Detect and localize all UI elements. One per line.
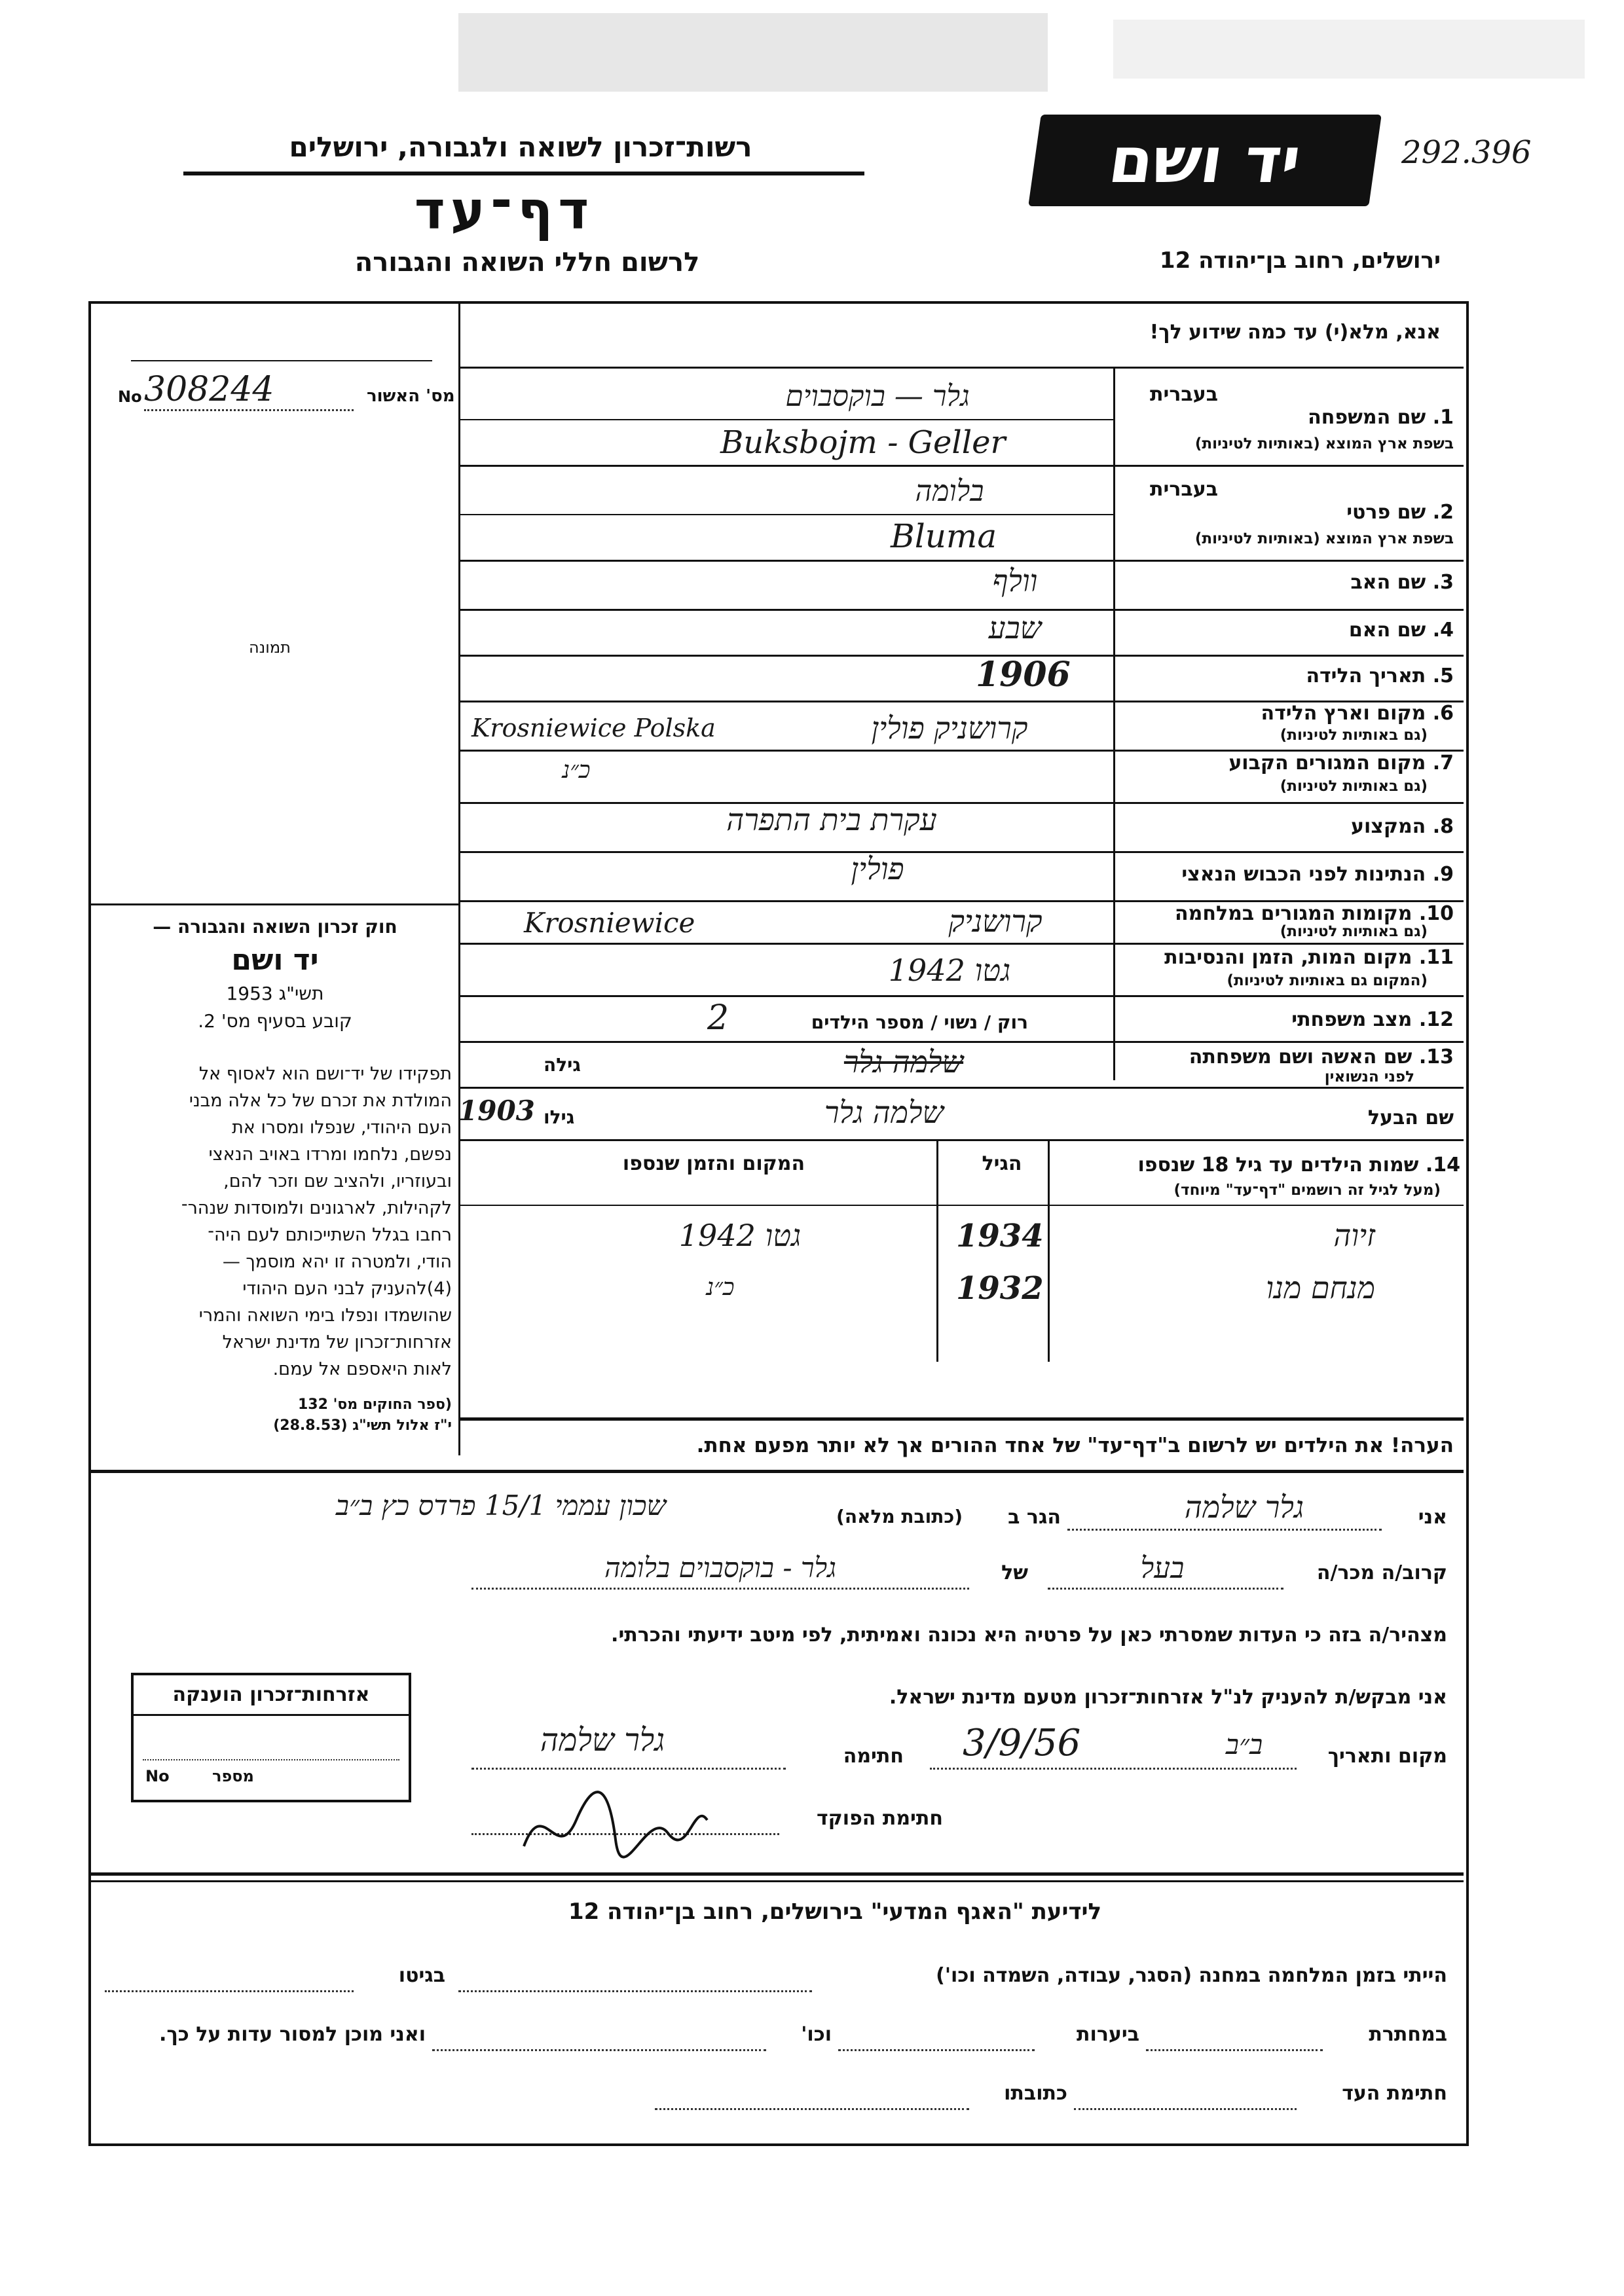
law-line: המולדת את זכרם של כל אלה מבני [189,1091,452,1111]
decl-name-value: גלר שלמה [1184,1489,1304,1525]
decl-sig-label: חתימה [843,1745,904,1768]
archive-number: 292.396 [1401,134,1532,171]
f3-value: וולף [992,563,1038,598]
f6-value-latin: Krosniewice Polska [471,714,716,742]
footer-row2-testimony: ואני מוכן למסור עדות על כך. [159,2023,426,2046]
f13-age-label: גילה [544,1054,581,1076]
yad-vashem-logo [1028,115,1382,206]
f11-label: 11. מקום המות, הזמן והנסיבות [1164,946,1454,969]
decl-place-value: ב״ב [1225,1728,1263,1760]
decl-address-hint: (כתובת מלאה) [836,1506,963,1527]
f10-value-latin: Krosniewice [524,907,695,939]
note-text: הערה! את הילדים יש לרשום ב"דף־עד" של אחד ההורים אך לא יותר מפעם אחת. [696,1434,1454,1457]
decl-address-value: שכון עממי 15/1 פרדס כץ ב״ב [335,1489,667,1522]
citizenship-box [131,1673,411,1802]
row-rule [458,560,1464,562]
law-line: אזרחות־זכרון של מדינת ישראל [222,1332,452,1353]
f12-options: רוק / נשוי / מספר הילדים [811,1011,1028,1033]
decl-signature: גלר שלמה [540,1722,665,1758]
decl-relation-line [1048,1588,1283,1590]
f11-value: גטו 1942 [888,953,1011,988]
law-reference [98,1394,452,1436]
decl-ani: אני [1418,1506,1447,1529]
note-bottom-rule [90,1470,1464,1473]
footer-row2-etc: וכו' [801,2023,832,2046]
law-line: תפקידו של יד־ושם הוא לאסוף אל [198,1064,452,1084]
citizenship-box-title: אזרחות־זכרון הוענקה [134,1675,409,1716]
decl-date-value: 3/9/56 [963,1722,1081,1764]
officer-signature [517,1781,714,1872]
citizenship-box-no: No [145,1767,170,1785]
f14-col-divider [1048,1139,1050,1362]
law-title: חוק זכרון השואה והגבורה — [153,916,397,938]
left-column-divider [458,303,460,1455]
page-title: דף־עד [414,180,595,241]
law-line: רחבו בגלל השתייכותם לעם היה־ [208,1225,452,1245]
page-subtitle: לרשום חללי השואה והגבורה [354,247,700,278]
f5-label: 5. תאריך הלידה [1306,665,1454,687]
footer-title: לידיעת "האגף המדעי" בירושלים, רחוב בן־יהודה 12 [568,1899,1102,1925]
f6-value-hebrew: קרושניק פולין [871,710,1028,746]
decl-of-line [471,1588,969,1590]
law-line: שהושמדו ונפלו בימי השואה והמרי [198,1305,452,1326]
footer-row3-witness-sig: חתימת העד [1342,2082,1447,2105]
decl-line-2: אני מבקש/ת להעניק לנ"ל אזרחות־זכרון מטעם מדינת ישראל. [889,1686,1447,1709]
f2-inner-rule [458,514,1113,515]
f2-value-hebrew: בלומה [915,475,984,508]
footer-row3-address: כתובתו [1004,2082,1067,2105]
decl-gar-b: הגר ב [1008,1506,1061,1529]
row-rule [458,1139,1464,1141]
note-top-rule [458,1417,1464,1421]
logo-text: יד ושם [1104,124,1306,197]
f1-label: 1. שם המשפחה [1308,406,1454,429]
f6-sub-label: (גם באותיות לטיניות) [1280,727,1428,744]
row-rule [458,1041,1464,1043]
f1-value-hebrew: גלר — בוקסבוים [785,380,970,413]
footer-top-rule-2 [90,1880,1464,1882]
label-column-divider [1113,367,1115,1080]
child-2-place: כ״נ [706,1274,735,1301]
footer-row2-underground: במחתרת [1369,2023,1447,2046]
f13-value: שלמה גלר [843,1044,964,1080]
decl-of-value: גלר - בוקסבוים בלומה [604,1552,837,1584]
law-line: (4)להעניק לבני העם היהודי [242,1279,452,1299]
law-line: נפשם, נלחמו ומרדו באויב הנאצי [208,1144,452,1165]
f14-sub-label: (מעל לגיל זה רושמים "דף־עד" מיוחד) [1173,1182,1441,1199]
f8-value: עקרת בית התפרה [726,802,937,837]
f7-sub-label: (גם באותיות לטיניות) [1280,778,1428,795]
intro-rule [458,367,1464,369]
f3-label: 3. שם האב [1350,571,1454,594]
decl-sig-line [471,1768,786,1770]
law-line: הודי, ולמטרה זו יהא מוסמך — [222,1252,452,1272]
f8-label: 8. המקצוע [1351,815,1454,838]
f2-sub-label: בשפת ארץ המוצא (באותיות לטיניות) [1194,530,1454,547]
law-line: ובעוזריו, ולהציב שם וזכר להם, [223,1171,452,1192]
f12-children-count: 2 [707,998,729,1038]
law-year: תשי"ג 1953 [226,983,324,1004]
approval-number: 308244 [144,370,274,409]
f1-inner-rule [458,419,1113,420]
decl-name-line [1067,1529,1382,1531]
f5-value: 1906 [976,655,1071,695]
org-underline [183,172,864,175]
footer-row2-line [1146,2049,1323,2051]
child-1-place: גטו 1942 [678,1218,802,1253]
footer-row3-line-2 [655,2108,969,2110]
decl-relation-label: קרוב/ה מכר/ה [1316,1561,1447,1584]
decl-date-line [930,1768,1297,1770]
f1-value-latin: Buksbojm - Geller [720,424,1006,461]
f14-col-divider [936,1139,938,1362]
footer-top-rule [90,1872,1464,1876]
footer-row3-line [1074,2108,1297,2110]
f2-value-latin: Bluma [891,517,997,555]
decl-officer-label: חתימת הפוקד [817,1807,943,1830]
child-1-age: 1934 [956,1218,1044,1254]
f2-hebrew-tag: בעברית [1150,478,1218,501]
decl-line-1: מצהיר/ה בזה כי העדות שמסרתי כאן על פרטיה היא נכונה ואמיתית, לפי מיטב ידיעתי והכרתי. [611,1624,1447,1647]
approval-no-prefix: No [118,388,142,406]
citizenship-box-num: מספר [212,1767,254,1785]
footer-row2-forests: ביערות [1077,2023,1139,2046]
row-rule [458,943,1464,945]
f1-sub-label: בשפת ארץ המוצא (באותיות לטיניות) [1194,435,1454,452]
law-ref-1: (ספר החוקים מס' 132 [297,1396,452,1413]
photo-label: תמונה [249,638,291,657]
f13-sub-label: לפני הנשואין [1324,1068,1414,1085]
approval-ticks [131,340,432,361]
footer-row1-line [458,1990,812,1992]
child-1-name: זיוה [1333,1218,1375,1253]
f13-label: 13. שם האשה ושם משפחתה [1189,1046,1454,1068]
decl-relation-value: בעל [1140,1552,1185,1585]
footer-row1-ghetto: בגיטו [398,1964,445,1987]
row-rule [458,465,1464,467]
approval-dotted-line [144,409,354,411]
child-2-age: 1932 [956,1270,1044,1307]
law-box [98,913,452,1035]
address-line: ירושלים, רחוב בן־יהודה 12 [1159,247,1441,274]
law-section: קובע בסעיף מס' 2. [198,1010,352,1032]
decl-shel: של [1001,1561,1028,1584]
row-rule [458,1087,1464,1089]
husband-age-label: גילו [544,1106,575,1128]
f9-label: 9. הנתינות לפני הכבוש הנאצי [1181,863,1454,886]
husband-label: שם הבעל [1367,1106,1454,1129]
decl-place-date-label: מקום ותאריך [1327,1745,1447,1768]
f2-label: 2. שם פרטי [1346,501,1454,524]
f14-age-column: הגיל [982,1152,1022,1175]
row-rule [458,851,1464,853]
law-line: העם היהודי, שנפלו ומסרו את [232,1118,452,1138]
husband-age-value: 1903 [458,1095,535,1127]
scan-smudge [1113,20,1585,79]
footer-row1-camp: הייתי בזמן המלחמה במחנה (הסגר, עבודה, השמדה וכו') [936,1964,1447,1987]
f9-value: פולין [851,851,904,886]
f1-hebrew-tag: בעברית [1150,383,1218,406]
f12-label: 12. מצב משפחתי [1291,1008,1454,1031]
approval-label: מס' האשור [367,386,455,406]
row-rule [458,655,1464,657]
f7-value: כ״נ [562,757,591,784]
f10-value-hebrew: קרושניק [948,903,1043,939]
f10-label: 10. מקומות המגורים במלחמה [1175,902,1454,925]
husband-name-value: שלמה גלר [824,1095,944,1130]
f14-label: 14. שמות הילדים עד גיל 18 שנספו [1137,1154,1460,1176]
child-2-name: מנחם מנו [1266,1270,1375,1305]
law-body [98,1061,452,1383]
f11-sub-label: (המקום גם באותיות לטיניות) [1227,972,1428,989]
intro-text: אנא, מלא(י) עד כמה שידוע לך! [1149,321,1441,344]
footer-row2-line-2 [838,2049,1035,2051]
footer-row1-line-2 [105,1990,354,1992]
law-line: לקהילות, לארגונים ולמוסדות שנהר־ [181,1198,452,1218]
f14-place-column: המקום והזמן שנספו [622,1152,805,1175]
law-ref-2: י"ז אלול תשי"ג (28.8.53) [273,1417,452,1434]
f7-label: 7. מקום המגורים הקבוע [1228,752,1454,774]
f4-value: שבע [988,610,1042,646]
row-rule [458,995,1464,997]
law-yad-vashem: יד ושם [231,943,319,977]
f10-sub-label: (גם באותיות לטיניות) [1280,923,1428,940]
f4-label: 4. שם האם [1348,619,1454,642]
f14-header-rule [458,1205,1464,1206]
footer-row2-line-3 [432,2049,766,2051]
law-box-top [90,903,458,905]
law-line: לאות היאספם אל עמם. [272,1359,452,1379]
scan-smudge [458,13,1048,92]
org-line: רשות־זכרון לשואה ולגבורה, ירושלים [289,131,752,163]
f6-label: 6. מקום וארץ הלידה [1261,702,1454,725]
